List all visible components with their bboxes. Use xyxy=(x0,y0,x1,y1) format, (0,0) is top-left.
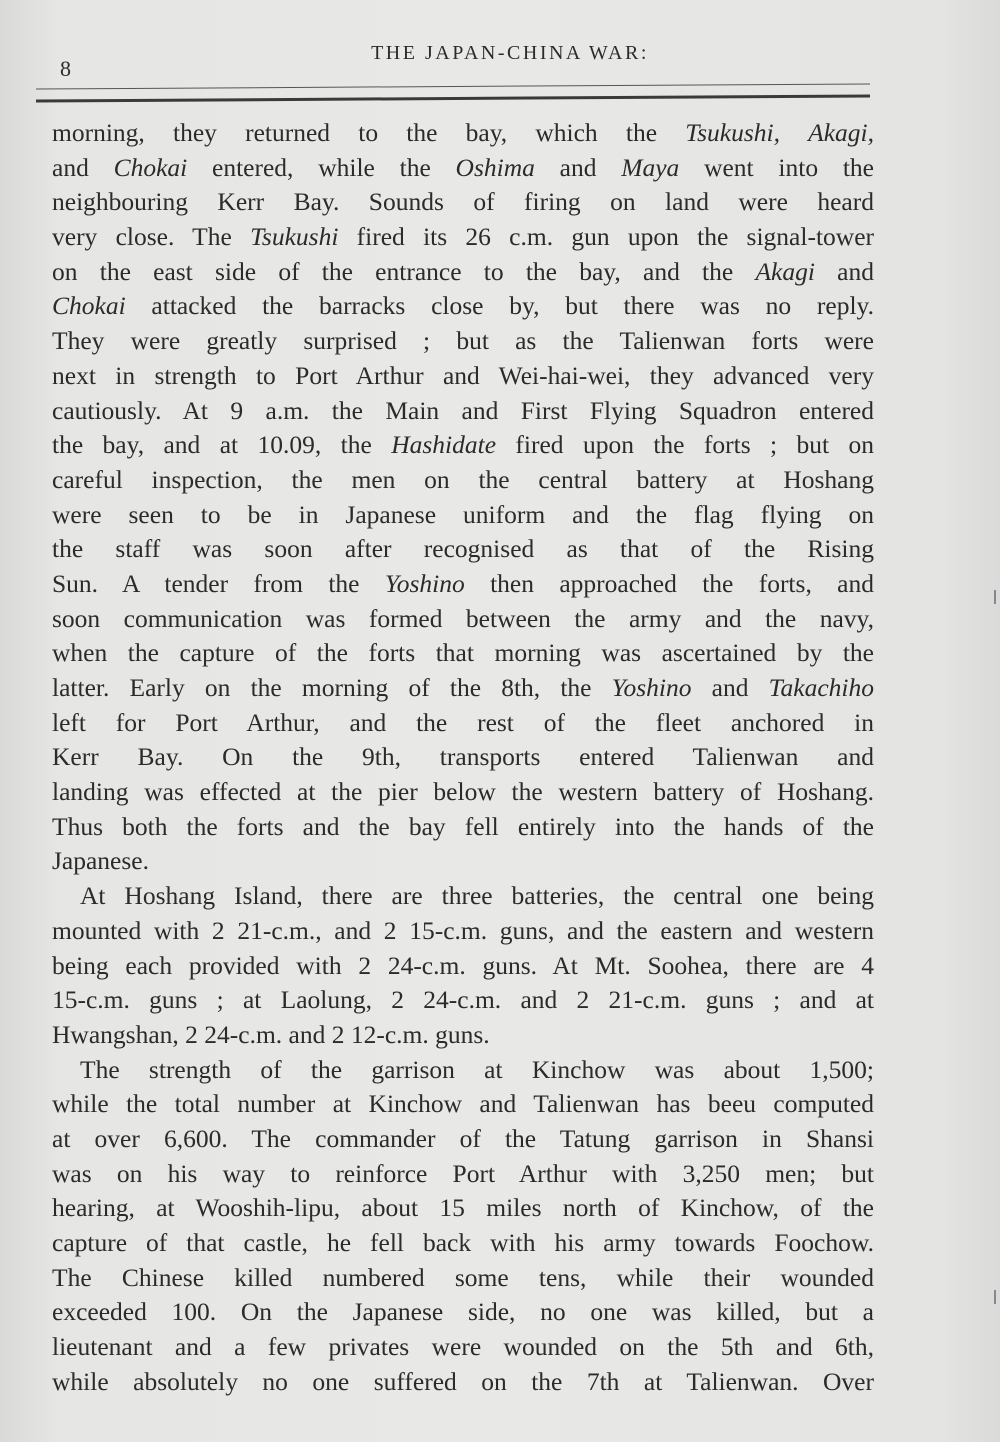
text-run: Thus both the forts and the bay fell entirely into the hands of the xyxy=(52,811,874,841)
text-line xyxy=(52,289,874,324)
text-line xyxy=(52,116,874,151)
text-run: Hwangshan, 2 24-c.m. and 2 12-c.m. guns. xyxy=(52,1019,490,1049)
text-run: at over 6,600. The commander of the Tatung garrison in Shansi xyxy=(52,1123,874,1153)
text-run: soon communication was formed between the army and the navy, xyxy=(52,603,874,633)
text-run xyxy=(780,118,808,147)
text-line xyxy=(52,914,874,949)
text-line xyxy=(52,1087,874,1122)
text-line xyxy=(52,810,874,845)
italic-ship-name: Oshima xyxy=(455,152,535,182)
text-run: fired its 26 c.m. gun upon the signal-tower xyxy=(338,222,875,252)
page-number: 8 xyxy=(60,56,71,81)
text-line xyxy=(52,740,874,775)
text-run: the bay, and at 10.09, the xyxy=(52,430,392,460)
text-run: At Hoshang Island, there are three batteries, the central one being xyxy=(80,881,874,911)
italic-ship-name: Yoshino xyxy=(611,673,692,702)
text-line xyxy=(52,1330,874,1365)
text-line xyxy=(52,1226,874,1261)
text-line xyxy=(52,706,874,741)
text-run: lieutenant and a few privates were wounded on the 5th and 6th, xyxy=(52,1332,874,1362)
text-run: on the east side of the entrance to the bay, and the xyxy=(52,256,756,286)
text-line xyxy=(52,324,874,359)
text-line xyxy=(52,844,874,879)
header-rule-thin xyxy=(36,83,870,89)
italic-ship-name: Chokai xyxy=(52,291,126,321)
text-line xyxy=(52,498,874,533)
text-run: careful inspection, the men on the central battery at Hoshang xyxy=(52,464,874,494)
paragraph xyxy=(52,1053,874,1400)
text-line xyxy=(52,151,874,186)
text-line xyxy=(52,532,874,567)
paragraph xyxy=(52,116,874,879)
italic-ship-name: Chokai xyxy=(113,152,188,182)
text-line xyxy=(52,185,874,220)
text-run: cautiously. At 9 a.m. the Main and First Flying Squadron entered xyxy=(52,395,874,425)
italic-ship-name: Akagi, xyxy=(808,118,875,147)
text-run: left for Port Arthur, and the rest of the fleet anchored in xyxy=(52,707,874,737)
text-line xyxy=(52,636,874,671)
text-line xyxy=(52,1122,874,1157)
text-line xyxy=(52,428,874,463)
text-run: attacked the barracks close by, but there was no reply. xyxy=(125,291,874,321)
text-run: They were greatly surprised ; but as the Talienwan forts were xyxy=(52,326,874,356)
text-run: and xyxy=(52,152,114,182)
text-run: exceeded 100. On the Japanese side, no one was killed, but a xyxy=(52,1297,874,1327)
text-run: hearing, at Wooshih-lipu, about 15 miles north of Kinchow, of the xyxy=(52,1193,874,1223)
text-line xyxy=(52,394,874,429)
text-run: very close. The xyxy=(52,222,251,252)
italic-ship-name: Hashidate xyxy=(391,430,497,460)
italic-ship-name: Akagi xyxy=(755,256,815,286)
text-run: and xyxy=(534,152,622,182)
italic-ship-name: Maya xyxy=(621,152,680,182)
text-line xyxy=(52,567,874,602)
margin-mark xyxy=(994,1290,996,1304)
text-line xyxy=(52,1018,874,1053)
body-text xyxy=(52,116,874,1399)
paragraph xyxy=(52,879,874,1052)
text-line xyxy=(52,949,874,984)
header-rule-thick xyxy=(36,94,870,102)
text-line xyxy=(52,255,874,290)
text-run: latter. Early on the morning of the 8th, the xyxy=(52,673,612,702)
running-title: THE JAPAN-CHINA WAR: xyxy=(371,42,649,64)
text-line xyxy=(52,359,874,394)
text-run: landing was effected at the pier below the western battery of Hoshang. xyxy=(52,777,874,807)
text-run: being each provided with 2 24-c.m. guns. At Mt. Soohea, there are 4 xyxy=(52,950,874,980)
margin-mark xyxy=(994,590,996,604)
text-run: Japanese. xyxy=(52,846,149,876)
text-line xyxy=(52,1295,874,1330)
text-run: fired upon the forts ; but on xyxy=(496,430,874,460)
text-line xyxy=(52,463,874,498)
text-run: when the capture of the forts that morning was ascertained by the xyxy=(52,638,874,668)
text-line xyxy=(52,983,874,1018)
text-run: went into the xyxy=(679,152,874,182)
text-run: Sun. A tender from the xyxy=(52,568,385,598)
text-run: while the total number at Kinchow and Talienwan has beeu computed xyxy=(52,1089,874,1119)
text-run: Kerr Bay. On the 9th, transports entered Talienwan and xyxy=(52,742,874,772)
italic-ship-name: Tsukushi, xyxy=(685,118,780,147)
text-run: and xyxy=(691,673,769,702)
text-run: morning, they returned to the bay, which the xyxy=(52,118,686,147)
text-line xyxy=(52,1261,874,1296)
text-run: next in strength to Port Arthur and Wei-hai-wei, they advanced very xyxy=(52,360,874,390)
text-run: was on his way to reinforce Port Arthur with 3,250 men; but xyxy=(52,1158,874,1188)
text-run: The strength of the garrison at Kinchow was about 1,500; xyxy=(80,1054,874,1084)
text-run: entered, while the xyxy=(187,152,456,182)
text-run: were seen to be in Japanese uniform and the flag flying on xyxy=(52,499,874,529)
text-run: and xyxy=(814,256,874,286)
italic-ship-name: Yoshino xyxy=(384,568,465,598)
text-line xyxy=(52,602,874,637)
text-line xyxy=(52,879,874,914)
text-run: 15-c.m. guns ; at Laolung, 2 24-c.m. and 2 21-c.m. guns ; and at xyxy=(52,985,874,1015)
italic-ship-name: Tsukushi xyxy=(250,222,339,252)
text-line xyxy=(52,220,874,255)
text-line xyxy=(52,671,874,706)
text-run: mounted with 2 21-c.m., and 2 15-c.m. guns, and the eastern and western xyxy=(52,915,874,945)
text-run: neighbouring Kerr Bay. Sounds of firing on land were heard xyxy=(52,187,874,217)
text-line xyxy=(52,1365,874,1400)
text-run: while absolutely no one suffered on the 7th at Talienwan. Over xyxy=(52,1366,874,1396)
text-line xyxy=(52,1053,874,1088)
text-run: then approached the forts, and xyxy=(464,568,874,598)
text-line xyxy=(52,1157,874,1192)
text-run: the staff was soon after recognised as that of the Rising xyxy=(52,534,874,564)
text-run: capture of that castle, he fell back with his army towards Foochow. xyxy=(52,1228,874,1257)
text-line xyxy=(52,1191,874,1226)
text-run: The Chinese killed numbered some tens, while their wounded xyxy=(52,1262,874,1292)
italic-ship-name: Takachiho xyxy=(768,673,874,702)
text-line xyxy=(52,775,874,810)
